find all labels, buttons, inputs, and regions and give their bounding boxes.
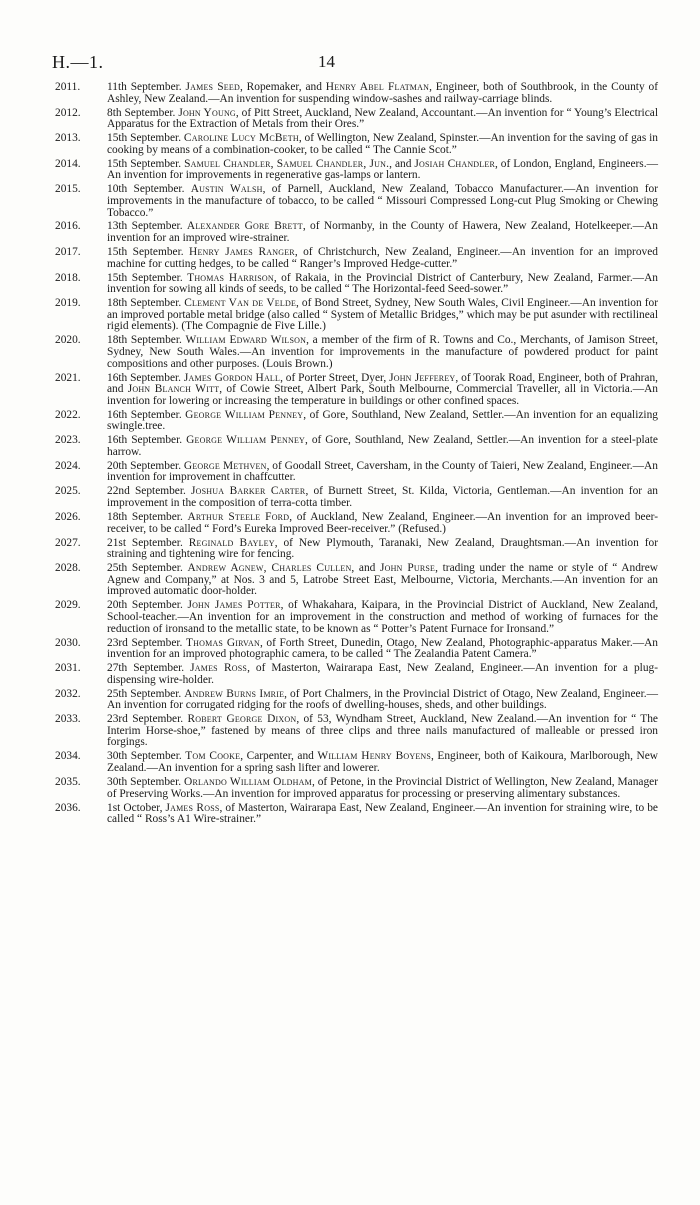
applicant-name: Andrew Agnew, Charles Cullen: [187, 562, 352, 575]
entry-text: [107, 537, 658, 561]
applicant-name: George Methven: [183, 459, 267, 472]
applicant-name: Arthur Steele Ford: [187, 511, 290, 524]
entry-text-segment: , of Wellington, New Zealand, Spinster.—An invention for the saving of gas in cooking by means of a combination-cooker, to be called “ The Cannie Scot.”: [107, 132, 658, 156]
entry-text: [107, 750, 658, 774]
entry-text: [107, 637, 658, 661]
entry-text: [107, 81, 658, 105]
entry-text-segment: 13th September.: [107, 220, 187, 233]
patent-entry: [50, 435, 658, 458]
entry-text-segment: 18th September.: [107, 511, 188, 524]
applicant-name: George William Penney: [185, 408, 304, 421]
entry-number: 2013.: [55, 132, 81, 145]
entry-text-segment: , of Petone, in the Provincial District of Wellington, New Zealand, Manager of Preserving Works.—An invention for improved apparatus for processing or preserving alimentary substances.: [107, 776, 659, 800]
entry-text-segment: 16th September.: [107, 434, 187, 447]
patent-application-list: [50, 82, 658, 826]
entry-number: 2024.: [55, 459, 81, 472]
applicant-name: George William Penney: [186, 434, 306, 447]
patent-entry: [50, 751, 658, 774]
patent-entry: [50, 563, 658, 598]
entry-number: 2025.: [55, 485, 81, 498]
patent-entry: [50, 486, 658, 509]
entry-text-segment: 10th September.: [107, 183, 191, 196]
entry-text: [107, 220, 658, 244]
entry-text: [107, 107, 658, 131]
patent-entry: [50, 512, 658, 535]
entry-number: 2029.: [55, 599, 81, 612]
entry-text-segment: 20th September.: [107, 459, 184, 472]
entry-text-segment: 27th September.: [107, 662, 191, 675]
entry-number: 2022.: [55, 408, 81, 421]
entry-text-segment: , Ropemaker, and: [239, 81, 326, 93]
entry-number: 2028.: [55, 562, 81, 575]
entry-text-segment: , of London, England, Engineers.—An invention for improvements in regenerative gas-lamps or lantern.: [107, 157, 658, 182]
entry-text: [107, 713, 658, 748]
entry-text: [107, 246, 658, 270]
patent-entry: [50, 600, 658, 635]
entry-text: [107, 372, 658, 407]
entry-text-segment: 30th September.: [107, 776, 185, 789]
entry-text-segment: , of Bond Street, Sydney, New South Wales, Civil Engineer.—An invention for an improved portable metal bridge (also called “ System of Metallic Bridges,” which may be put asunder with rectilineal rigid elements). (The Compagnie de Five Lille.): [107, 297, 658, 333]
entry-text-segment: , of Cowie Street, Albert Park, South Melbourne, Commercial Traveller, all in Victoria.—An invention for lowering or increasing the temperature in buildings or other confined spaces.: [107, 383, 659, 407]
patent-entry: [50, 247, 658, 270]
entry-text: [107, 562, 658, 597]
entry-number: 2018.: [55, 271, 81, 284]
entry-text-segment: 25th September.: [107, 687, 185, 700]
entry-text-segment: , Engineer, both of Kaikoura, Marlborough, New Zealand.—An invention for a spring sash lifter and lowerer.: [107, 750, 658, 775]
patent-entry: [50, 538, 658, 561]
entry-number: 2019.: [55, 297, 81, 310]
entry-text-segment: , of Goodall Street, Caversham, in the County of Taieri, New Zealand, Engineer.—An invention for improvement in chaffcutter.: [107, 459, 658, 484]
entry-number: 2023.: [55, 434, 81, 447]
entry-number: 2031.: [55, 662, 81, 675]
entry-text-segment: , of Parnell, Auckland, New Zealand, Tobacco Manufacturer.—An invention for improvements in the manufacture of tobacco, to be called “ Missouri Compressed Long-cut Plug Smoking or Chewing Tobacco.”: [107, 183, 658, 219]
entry-text: [107, 409, 658, 433]
applicant-name: Thomas Harrison: [187, 271, 274, 284]
entry-text-segment: , of Normanby, in the County of Hawera, New Zealand, Hotelkeeper.—An invention for an improved wire-strainer.: [107, 220, 658, 245]
entry-text-segment: , Carpenter, and: [240, 750, 318, 763]
applicant-name: Thomas Girvan: [186, 636, 260, 649]
entry-text-segment: 18th September.: [107, 297, 185, 310]
applicant-name: Samuel Chandler, Samuel Chandler, Jun.: [184, 157, 390, 170]
entry-text-segment: 23rd September.: [107, 636, 187, 649]
entry-text-segment: , of Forth Street, Dunedin, Otago, New Zealand, Photographic-apparatus Maker.—An invention for an improved photographic camera, to be called “ The Zealandia Patent Camera.”: [107, 636, 658, 661]
entry-text-segment: , of Masterton, Wairarapa East, New Zealand, Engineer.—An invention for a plug-dispensing wire-holder.: [107, 662, 659, 686]
entry-number: 2012.: [55, 106, 81, 119]
entry-text-segment: 15th September.: [107, 157, 185, 170]
patent-entry: [50, 273, 658, 296]
patent-entry: [50, 133, 658, 156]
entry-number: 2033.: [55, 713, 81, 726]
entry-number: 2014.: [55, 157, 81, 170]
applicant-name: Joshua Barker Carter: [191, 485, 306, 498]
patent-entry: [50, 663, 658, 686]
entry-text-segment: 23rd September.: [107, 713, 188, 726]
entry-text-segment: , of Port Chalmers, in the Provincial District of Otago, New Zealand, Engineer.—An invention for corrugated ridging for the roofs of dwelling-houses, sheds, and other buildings.: [107, 687, 658, 712]
entry-text-segment: 30th September.: [107, 750, 186, 763]
entry-text-segment: 15th September.: [107, 271, 188, 284]
entry-number: 2036.: [55, 801, 81, 814]
entry-text-segment: , of Gore, Southland, New Zealand, Settler.—An invention for a steel-plate harrow.: [107, 434, 658, 458]
entry-text-segment: , of Burnett Street, St. Kilda, Victoria, Gentleman.—An invention for an improvement in the composition of terra-cotta timber.: [107, 485, 658, 510]
entry-text: [107, 158, 658, 182]
entry-number: 2011.: [55, 81, 81, 93]
applicant-name: Josiah Chandler: [414, 157, 495, 170]
entry-text-segment: 11th September.: [107, 81, 186, 93]
applicant-name: James Ross: [190, 662, 248, 675]
patent-entry: [50, 689, 658, 712]
parliamentary-paper-reference: H.—1.: [52, 52, 104, 72]
entry-text-segment: , of New Plymouth, Taranaki, New Zealand, Draughtsman.—An invention for straining and tightening wire for fencing.: [107, 536, 658, 561]
applicant-name: William Henry Boyens: [317, 750, 432, 763]
applicant-name: James Gordon Hall: [183, 371, 281, 384]
entry-text: [107, 485, 658, 509]
entry-number: 2032.: [55, 687, 81, 700]
entry-text-segment: , of Toorak Road, Engineer, both of Prahran, and: [107, 371, 658, 396]
applicant-name: Tom Cooke: [185, 750, 241, 763]
entry-text-segment: , a member of the firm of R. Towns and Co., Merchants, of Jamison Street, Sydney, New South Wales.—An invention for improvements in the manufacture of powdered product for paint compositions and other purposes. (Louis Brown.): [107, 334, 658, 370]
applicant-name: Robert George Dixon: [187, 713, 297, 726]
entry-text: [107, 334, 658, 369]
patent-entry: [50, 108, 658, 131]
entry-text: [107, 688, 658, 712]
entry-text: [107, 511, 658, 535]
applicant-name: John Purse: [379, 562, 436, 575]
applicant-name: James Seed: [185, 81, 240, 93]
entry-text-segment: 16th September.: [107, 371, 184, 384]
patent-entry: [50, 714, 658, 749]
entry-number: 2017.: [55, 246, 81, 259]
applicant-name: William Edward Wilson: [185, 334, 307, 347]
entry-text: [107, 776, 658, 800]
entry-text-segment: 20th September.: [107, 599, 188, 612]
entry-text: [107, 434, 658, 458]
entry-text: [107, 802, 658, 826]
applicant-name: John Young: [178, 106, 236, 119]
entry-text-segment: , and: [389, 157, 415, 170]
patent-entry: [50, 803, 658, 826]
applicant-name: John Jefferey: [389, 371, 456, 384]
applicant-name: Orlando William Oldham: [184, 776, 312, 789]
patent-entry: [50, 184, 658, 219]
patent-entry: [50, 461, 658, 484]
entry-text-segment: , of 53, Wyndham Street, Auckland, New Zealand.—An invention for “ The Interim Horse-shoe,” fastened by means of three clips and three nails manufactured of malleable or pressed iron forgings.: [107, 713, 658, 749]
applicant-name: Reginald Bayley: [188, 536, 275, 549]
patent-entry: [50, 638, 658, 661]
patent-entry: [50, 777, 658, 800]
entry-text-segment: , Engineer, both of Southbrook, in the County of Ashley, New Zealand.—An invention for suspending window-sashes and railway-carriage blinds.: [107, 81, 659, 105]
patent-entry: [50, 159, 658, 182]
entry-number: 2035.: [55, 776, 81, 789]
entry-text-segment: 22nd September.: [107, 485, 192, 498]
patent-entry: [50, 82, 658, 105]
patent-entry: [50, 221, 658, 244]
entry-number: 2015.: [55, 183, 81, 196]
entry-text-segment: , of Christchurch, New Zealand, Engineer.—An invention for an improved machine for cutting hedges, to be called “ Ranger’s Improved Hedge-cutter.”: [107, 246, 658, 270]
entry-text: [107, 183, 658, 218]
entry-number: 2030.: [55, 636, 81, 649]
entry-text: [107, 460, 658, 484]
patent-entry: [50, 298, 658, 333]
entry-text-segment: 8th September.: [107, 106, 179, 119]
entry-number: 2027.: [55, 536, 81, 549]
entry-text-segment: , of Gore, Southland, New Zealand, Settler.—An invention for an equalizing swingle.tree.: [107, 408, 658, 433]
entry-text: [107, 132, 658, 156]
applicant-name: Austin Walsh: [190, 183, 263, 196]
applicant-name: Henry Abel Flatman: [325, 81, 430, 93]
entry-text-segment: 16th September.: [107, 408, 186, 421]
entry-text-segment: , trading under the name or style of “ Andrew Agnew and Company,” at Nos. 3 and 5, Latrobe Street East, Melbourne, Victoria, Merchants.—An invention for an improved automatic door-holder.: [107, 562, 658, 598]
entry-text-segment: 15th September.: [107, 132, 184, 145]
entry-text-segment: , of Porter Street, Dyer,: [280, 371, 390, 384]
entry-text-segment: , of Pitt Street, Auckland, New Zealand, Accountant.—An invention for “ Young’s Electrical Apparatus for the Extraction of Metals from their Ores.”: [107, 106, 658, 131]
entry-text-segment: 21st September.: [107, 536, 189, 549]
applicant-name: Andrew Burns Imrie: [184, 687, 285, 700]
entry-number: 2034.: [55, 750, 81, 763]
entry-text-segment: , of Rakaia, in the Provincial District of Canterbury, New Zealand, Farmer.—An invention for sowing all kinds of seeds, to be called “ The Horizontal-feed Seed-sower.”: [107, 271, 658, 296]
applicant-name: Alexander Gore Brett: [186, 220, 303, 233]
applicant-name: Clement Van de Velde: [184, 297, 297, 310]
applicant-name: James Ross: [165, 801, 220, 814]
entry-text-segment: , of Masterton, Wairarapa East, New Zealand, Engineer.—An invention for straining wire, to be called “ Ross’s A1 Wire-strainer.”: [107, 801, 658, 826]
applicant-name: John Blanch Witt: [127, 383, 220, 396]
entry-number: 2026.: [55, 511, 81, 524]
entry-number: 2020.: [55, 334, 81, 347]
applicant-name: Henry James Ranger: [189, 246, 295, 259]
page-number: 14: [318, 52, 335, 71]
applicant-name: John James Potter: [187, 599, 281, 612]
entry-text: [107, 599, 658, 634]
entry-number: 2021.: [55, 371, 81, 384]
page-header: [50, 52, 658, 82]
entry-text-segment: 15th September.: [107, 246, 190, 259]
entry-text-segment: , and: [351, 562, 380, 575]
entry-text-segment: , of Whakahara, Kaipara, in the Provincial District of Auckland, New Zealand, School-teacher.—An invention for an improvement in the construction and method of working of furnaces for the reduction of ironsand to the metallic state, to be known as “ Potter’s Patent Furnace for Ironsand.”: [107, 599, 658, 635]
patent-entry: [50, 410, 658, 433]
entry-text: [107, 272, 658, 296]
entry-text-segment: 18th September.: [107, 334, 186, 347]
entry-text-segment: , of Auckland, New Zealand, Engineer.—An invention for an improved beer-receiver, to be called “ Ford’s Eureka Improved Beer-receiver.” (Refused.): [107, 511, 658, 535]
patent-entry: [50, 335, 658, 370]
entry-number: 2016.: [55, 220, 81, 233]
applicant-name: Caroline Lucy McBeth: [183, 132, 299, 145]
entry-text-segment: 1st October,: [107, 801, 166, 814]
entry-text: [107, 297, 658, 332]
entry-text-segment: 25th September.: [107, 562, 188, 575]
patent-entry: [50, 373, 658, 408]
entry-text: [107, 662, 658, 686]
